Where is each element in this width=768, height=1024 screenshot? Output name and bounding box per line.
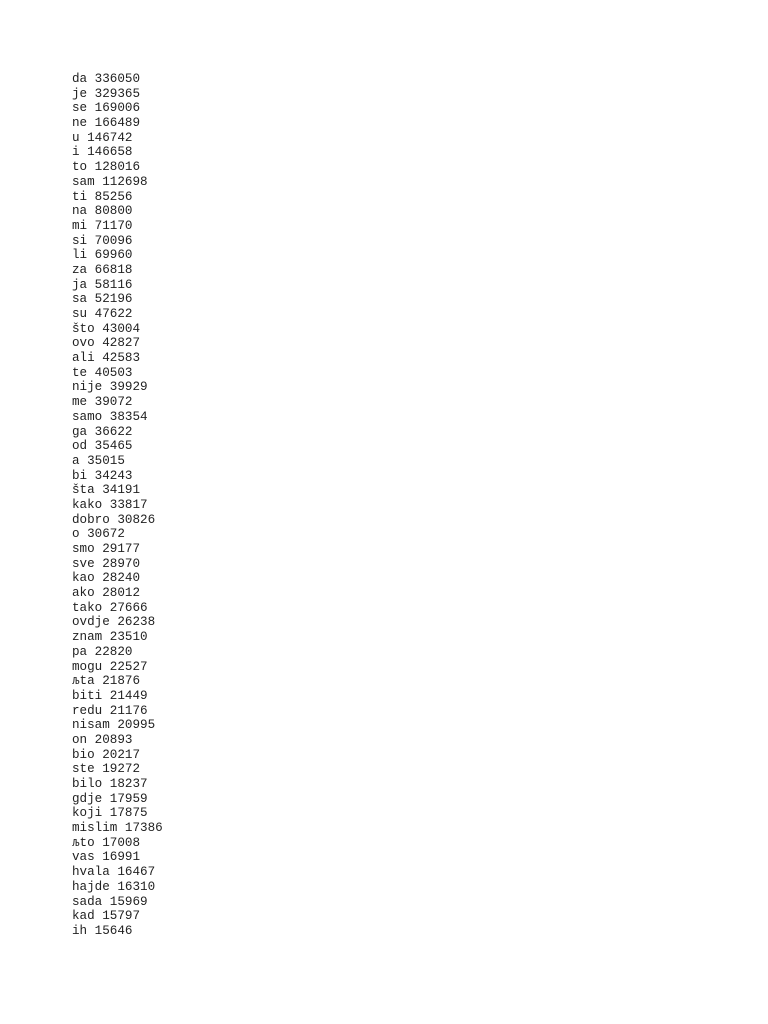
word-frequency-line: nisam 20995 xyxy=(72,718,156,733)
word-frequency-line: kad 15797 xyxy=(72,909,141,924)
word-frequency-line: pa 22820 xyxy=(72,644,133,659)
word-frequency-line: se 169006 xyxy=(72,101,141,116)
word-frequency-line: što 43004 xyxy=(72,321,141,336)
word-frequency-line: te 40503 xyxy=(72,365,133,380)
word-frequency-line: na 80800 xyxy=(72,204,133,219)
word-frequency-line: o 30672 xyxy=(72,527,125,542)
word-frequency-line: ih 15646 xyxy=(72,923,133,938)
word-frequency-line: znam 23510 xyxy=(72,630,148,645)
word-frequency-line: ali 42583 xyxy=(72,351,141,366)
word-frequency-line: si 70096 xyxy=(72,233,133,248)
word-frequency-list xyxy=(72,72,163,939)
word-frequency-line: da 336050 xyxy=(72,72,141,86)
word-frequency-line: tako 27666 xyxy=(72,600,148,615)
word-frequency-line: sa 52196 xyxy=(72,292,133,307)
word-frequency-line: љto 17008 xyxy=(72,835,141,850)
word-frequency-line: bi 34243 xyxy=(72,468,133,483)
word-frequency-line: ovo 42827 xyxy=(72,336,141,351)
word-frequency-line: redu 21176 xyxy=(72,703,148,718)
word-frequency-line: gdje 17959 xyxy=(72,791,148,806)
word-frequency-line: љta 21876 xyxy=(72,674,141,689)
word-frequency-line: bio 20217 xyxy=(72,747,141,762)
word-frequency-line: za 66818 xyxy=(72,262,133,277)
word-frequency-line: u 146742 xyxy=(72,130,133,145)
word-frequency-line: ovdje 26238 xyxy=(72,615,156,630)
word-frequency-line: kako 33817 xyxy=(72,497,148,512)
word-frequency-line: nije 39929 xyxy=(72,380,148,395)
word-frequency-line: ja 58116 xyxy=(72,277,133,292)
word-frequency-line: ti 85256 xyxy=(72,189,133,204)
word-frequency-line: smo 29177 xyxy=(72,542,141,556)
word-frequency-line: od 35465 xyxy=(72,439,133,454)
word-frequency-line: mi 71170 xyxy=(72,218,133,233)
word-frequency-line: hvala 16467 xyxy=(72,865,156,880)
word-frequency-line: su 47622 xyxy=(72,307,133,321)
word-frequency-line: i 146658 xyxy=(72,145,133,160)
word-frequency-line: mislim 17386 xyxy=(72,821,163,836)
word-frequency-line: bilo 18237 xyxy=(72,777,148,791)
word-frequency-line: ste 19272 xyxy=(72,762,141,777)
word-frequency-line: ne 166489 xyxy=(72,116,141,131)
word-frequency-line: biti 21449 xyxy=(72,688,148,703)
word-frequency-line: ga 36622 xyxy=(72,424,133,439)
word-frequency-line: me 39072 xyxy=(72,395,133,410)
word-frequency-line: šta 34191 xyxy=(72,483,141,498)
word-frequency-line: vas 16991 xyxy=(72,850,141,865)
word-frequency-line: hajde 16310 xyxy=(72,879,156,894)
word-frequency-line: sada 15969 xyxy=(72,894,148,909)
word-frequency-line: je 329365 xyxy=(72,86,141,101)
word-frequency-line: samo 38354 xyxy=(72,409,148,424)
word-frequency-line: li 69960 xyxy=(72,248,133,263)
word-frequency-line: on 20893 xyxy=(72,732,133,747)
word-frequency-line: sam 112698 xyxy=(72,174,148,189)
word-frequency-line: koji 17875 xyxy=(72,806,148,821)
word-frequency-line: sve 28970 xyxy=(72,556,141,571)
word-frequency-line: mogu 22527 xyxy=(72,659,148,674)
word-frequency-line: kao 28240 xyxy=(72,571,141,586)
word-frequency-line: a 35015 xyxy=(72,453,125,468)
word-frequency-line: dobro 30826 xyxy=(72,512,156,527)
word-frequency-line: ako 28012 xyxy=(72,586,141,601)
word-frequency-line: to 128016 xyxy=(72,160,141,175)
